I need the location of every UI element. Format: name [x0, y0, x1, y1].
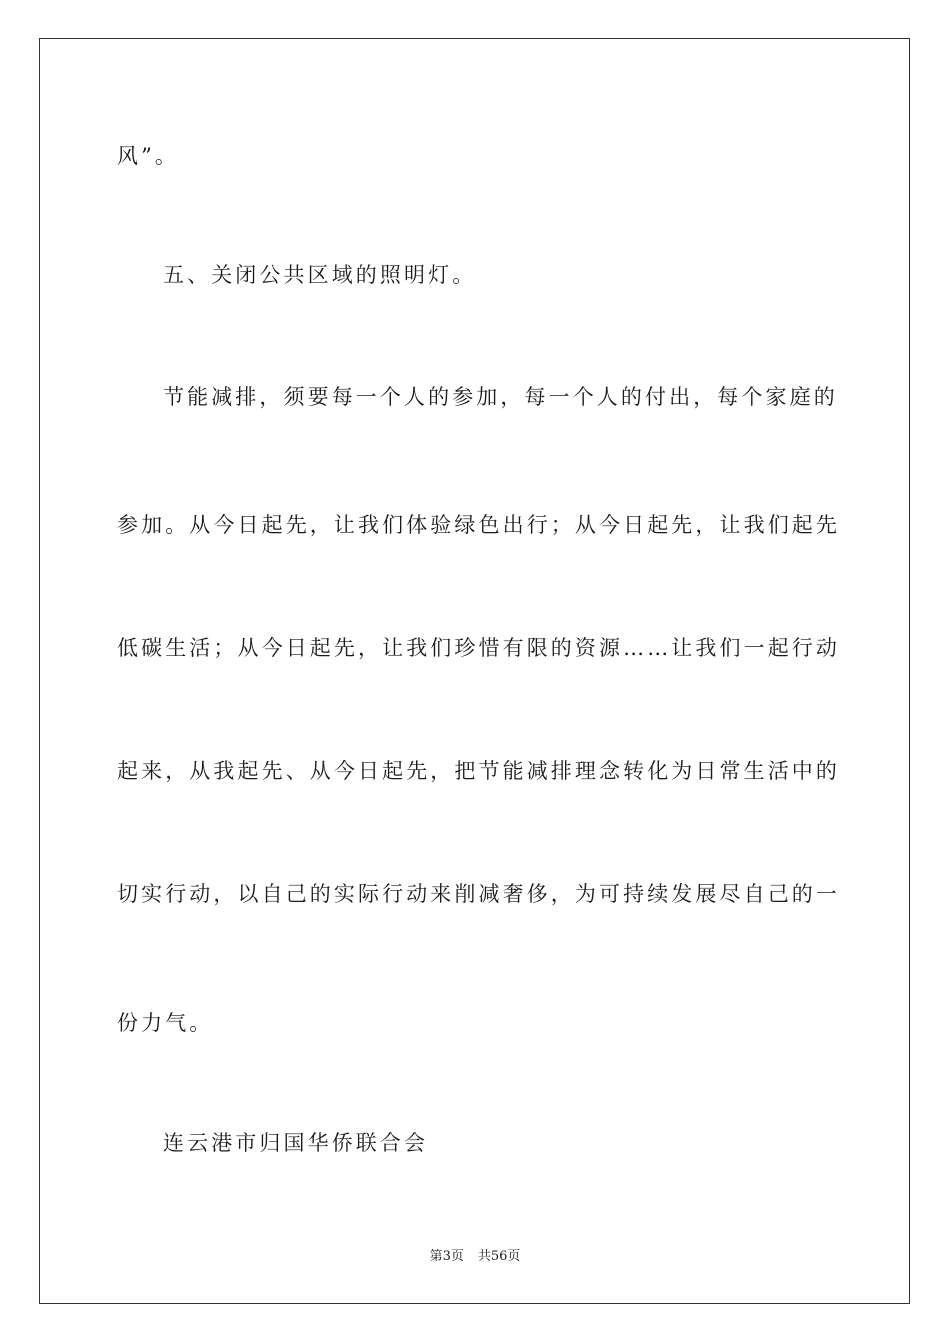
- total-page-count: 共56页: [477, 1249, 521, 1264]
- paragraph-line-3: 低碳生活；从今日起先，让我们珍惜有限的资源……让我们一起行动: [117, 636, 840, 660]
- page-footer: [0, 1248, 950, 1266]
- section-heading-5: 五、关闭公共区域的照明灯。: [163, 263, 477, 287]
- paragraph-line-4: 起来，从我起先、从今日起先，把节能减排理念转化为日常生活中的: [117, 759, 840, 783]
- paragraph-line-2: 参加。从今日起先，让我们体验绿色出行；从今日起先，让我们起先: [117, 513, 840, 537]
- paragraph-line-6: 份力气。: [117, 1011, 214, 1035]
- text-line-1: 风”。: [117, 144, 180, 168]
- page-border: [39, 38, 910, 1304]
- signature-organization: 连云港市归国华侨联合会: [163, 1131, 429, 1155]
- paragraph-line-1: 节能减排，须要每一个人的参加，每一个人的付出，每个家庭的: [163, 385, 838, 409]
- current-page-number: 第3页: [429, 1249, 464, 1264]
- paragraph-line-5: 切实行动，以自己的实际行动来削减奢侈，为可持续发展尽自己的一: [117, 882, 840, 906]
